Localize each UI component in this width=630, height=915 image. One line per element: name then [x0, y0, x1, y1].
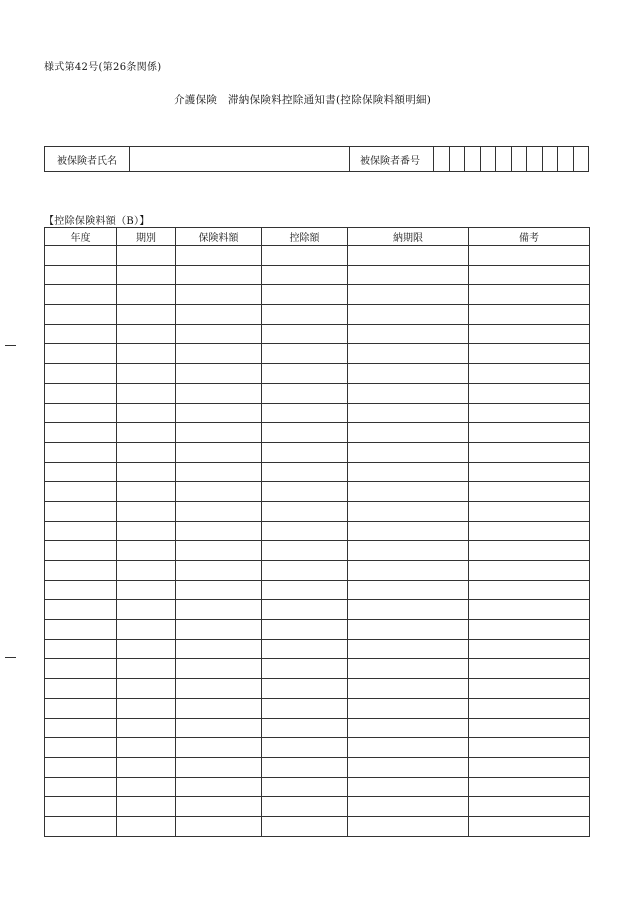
deduction-amount-cell[interactable]: [262, 620, 348, 640]
period-cell[interactable]: [117, 344, 176, 364]
deduction-amount-cell[interactable]: [262, 816, 348, 836]
remarks-cell[interactable]: [469, 659, 590, 679]
table-row: [45, 620, 590, 640]
table-row: [45, 344, 590, 364]
premium-amount-cell[interactable]: [176, 816, 262, 836]
due-date-cell[interactable]: [348, 442, 469, 462]
table-row: [45, 324, 590, 344]
deduction-amount-cell[interactable]: [262, 679, 348, 699]
table-row: [45, 246, 590, 266]
table-row: [45, 482, 590, 502]
column-header-due-date: 納期限: [348, 228, 469, 246]
premium-amount-cell[interactable]: [176, 541, 262, 561]
insured-number-digit[interactable]: [573, 147, 589, 172]
insured-number-digit[interactable]: [480, 147, 496, 172]
due-date-cell[interactable]: [348, 777, 469, 797]
remarks-cell[interactable]: [469, 246, 590, 266]
due-date-cell[interactable]: [348, 679, 469, 699]
premium-amount-cell[interactable]: [176, 246, 262, 266]
table-body: [45, 246, 590, 837]
remarks-cell[interactable]: [469, 383, 590, 403]
fiscal-year-cell[interactable]: [45, 580, 117, 600]
due-date-cell[interactable]: [348, 403, 469, 423]
insured-number-digit[interactable]: [527, 147, 543, 172]
deduction-amount-cell[interactable]: [262, 246, 348, 266]
fiscal-year-cell[interactable]: [45, 659, 117, 679]
deduction-amount-cell[interactable]: [262, 580, 348, 600]
remarks-cell[interactable]: [469, 541, 590, 561]
remarks-cell[interactable]: [469, 285, 590, 305]
premium-amount-cell[interactable]: [176, 777, 262, 797]
table-row: [45, 442, 590, 462]
remarks-cell[interactable]: [469, 521, 590, 541]
table-row: [45, 501, 590, 521]
column-header-remarks: 備考: [469, 228, 590, 246]
premium-amount-cell[interactable]: [176, 265, 262, 285]
fiscal-year-cell[interactable]: [45, 620, 117, 640]
column-header-fiscal-year: 年度: [45, 228, 117, 246]
deduction-amount-cell[interactable]: [262, 561, 348, 581]
premium-amount-cell[interactable]: [176, 462, 262, 482]
due-date-cell[interactable]: [348, 423, 469, 443]
deduction-amount-cell[interactable]: [262, 265, 348, 285]
premium-amount-cell[interactable]: [176, 423, 262, 443]
premium-amount-cell[interactable]: [176, 442, 262, 462]
period-cell[interactable]: [117, 403, 176, 423]
fiscal-year-cell[interactable]: [45, 442, 117, 462]
period-cell[interactable]: [117, 285, 176, 305]
premium-amount-cell[interactable]: [176, 797, 262, 817]
insured-number-digit[interactable]: [465, 147, 481, 172]
insured-number-digit[interactable]: [449, 147, 465, 172]
fiscal-year-cell[interactable]: [45, 698, 117, 718]
remarks-cell[interactable]: [469, 718, 590, 738]
remarks-cell[interactable]: [469, 265, 590, 285]
fiscal-year-cell[interactable]: [45, 423, 117, 443]
premium-amount-cell[interactable]: [176, 561, 262, 581]
premium-amount-cell[interactable]: [176, 364, 262, 384]
column-header-deduction-amount: 控除額: [262, 228, 348, 246]
period-cell[interactable]: [117, 698, 176, 718]
fiscal-year-cell[interactable]: [45, 403, 117, 423]
punch-mark-bottom: [5, 657, 16, 658]
deduction-amount-cell[interactable]: [262, 797, 348, 817]
due-date-cell[interactable]: [348, 364, 469, 384]
remarks-cell[interactable]: [469, 364, 590, 384]
due-date-cell[interactable]: [348, 561, 469, 581]
period-cell[interactable]: [117, 718, 176, 738]
insured-number-digit[interactable]: [496, 147, 512, 172]
fiscal-year-cell[interactable]: [45, 738, 117, 758]
remarks-cell[interactable]: [469, 324, 590, 344]
due-date-cell[interactable]: [348, 816, 469, 836]
insured-number-digit[interactable]: [434, 147, 450, 172]
premium-amount-cell[interactable]: [176, 403, 262, 423]
remarks-cell[interactable]: [469, 797, 590, 817]
due-date-cell[interactable]: [348, 482, 469, 502]
deduction-amount-cell[interactable]: [262, 541, 348, 561]
fiscal-year-cell[interactable]: [45, 521, 117, 541]
table-row: [45, 816, 590, 836]
remarks-cell[interactable]: [469, 620, 590, 640]
due-date-cell[interactable]: [348, 580, 469, 600]
table-row: [45, 797, 590, 817]
remarks-cell[interactable]: [469, 698, 590, 718]
period-cell[interactable]: [117, 659, 176, 679]
due-date-cell[interactable]: [348, 738, 469, 758]
deduction-amount-cell[interactable]: [262, 305, 348, 325]
table-header-row: [45, 228, 590, 246]
period-cell[interactable]: [117, 462, 176, 482]
insured-number-digit[interactable]: [542, 147, 558, 172]
table-row: [45, 738, 590, 758]
period-cell[interactable]: [117, 620, 176, 640]
premium-amount-cell[interactable]: [176, 600, 262, 620]
period-cell[interactable]: [117, 265, 176, 285]
premium-amount-cell[interactable]: [176, 482, 262, 502]
period-cell[interactable]: [117, 324, 176, 344]
table-row: [45, 541, 590, 561]
table-row: [45, 639, 590, 659]
period-cell[interactable]: [117, 305, 176, 325]
remarks-cell[interactable]: [469, 600, 590, 620]
table-row: [45, 698, 590, 718]
fiscal-year-cell[interactable]: [45, 482, 117, 502]
premium-amount-cell[interactable]: [176, 757, 262, 777]
period-cell[interactable]: [117, 442, 176, 462]
column-header-period: 期別: [117, 228, 176, 246]
period-cell[interactable]: [117, 501, 176, 521]
period-cell[interactable]: [117, 797, 176, 817]
fiscal-year-cell[interactable]: [45, 757, 117, 777]
fiscal-year-cell[interactable]: [45, 383, 117, 403]
table-row: [45, 561, 590, 581]
due-date-cell[interactable]: [348, 305, 469, 325]
due-date-cell[interactable]: [348, 383, 469, 403]
remarks-cell[interactable]: [469, 561, 590, 581]
deduction-amount-cell[interactable]: [262, 521, 348, 541]
due-date-cell[interactable]: [348, 620, 469, 640]
remarks-cell[interactable]: [469, 580, 590, 600]
table-row: [45, 600, 590, 620]
premium-amount-cell[interactable]: [176, 501, 262, 521]
table-row: [45, 383, 590, 403]
period-cell[interactable]: [117, 580, 176, 600]
period-cell[interactable]: [117, 757, 176, 777]
remarks-cell[interactable]: [469, 757, 590, 777]
punch-mark-top: [5, 345, 16, 346]
fiscal-year-cell[interactable]: [45, 285, 117, 305]
due-date-cell[interactable]: [348, 246, 469, 266]
due-date-cell[interactable]: [348, 698, 469, 718]
remarks-cell[interactable]: [469, 639, 590, 659]
due-date-cell[interactable]: [348, 757, 469, 777]
premium-amount-cell[interactable]: [176, 324, 262, 344]
period-cell[interactable]: [117, 816, 176, 836]
period-cell[interactable]: [117, 383, 176, 403]
fiscal-year-cell[interactable]: [45, 816, 117, 836]
period-cell[interactable]: [117, 246, 176, 266]
remarks-cell[interactable]: [469, 816, 590, 836]
period-cell[interactable]: [117, 364, 176, 384]
deduction-amount-cell[interactable]: [262, 364, 348, 384]
fiscal-year-cell[interactable]: [45, 541, 117, 561]
fiscal-year-cell[interactable]: [45, 344, 117, 364]
premium-amount-cell[interactable]: [176, 305, 262, 325]
premium-amount-cell[interactable]: [176, 580, 262, 600]
form-number: 様式第42号(第26条関係): [44, 62, 162, 73]
deduction-amount-cell[interactable]: [262, 777, 348, 797]
period-cell[interactable]: [117, 777, 176, 797]
period-cell[interactable]: [117, 423, 176, 443]
fiscal-year-cell[interactable]: [45, 364, 117, 384]
table-row: [45, 777, 590, 797]
table-row: [45, 364, 590, 384]
deduction-amount-cell[interactable]: [262, 600, 348, 620]
deduction-amount-cell[interactable]: [262, 462, 348, 482]
deduction-amount-cell[interactable]: [262, 639, 348, 659]
column-header-premium-amount: 保険料額: [176, 228, 262, 246]
table-row: [45, 285, 590, 305]
due-date-cell[interactable]: [348, 344, 469, 364]
deduction-amount-cell[interactable]: [262, 383, 348, 403]
fiscal-year-cell[interactable]: [45, 777, 117, 797]
period-cell[interactable]: [117, 521, 176, 541]
fiscal-year-cell[interactable]: [45, 324, 117, 344]
due-date-cell[interactable]: [348, 462, 469, 482]
period-cell[interactable]: [117, 482, 176, 502]
remarks-cell[interactable]: [469, 344, 590, 364]
deduction-amount-cell[interactable]: [262, 757, 348, 777]
fiscal-year-cell[interactable]: [45, 679, 117, 699]
fiscal-year-cell[interactable]: [45, 246, 117, 266]
premium-amount-cell[interactable]: [176, 738, 262, 758]
remarks-cell[interactable]: [469, 482, 590, 502]
table-row: [45, 757, 590, 777]
due-date-cell[interactable]: [348, 639, 469, 659]
period-cell[interactable]: [117, 738, 176, 758]
deduction-amount-cell[interactable]: [262, 442, 348, 462]
insured-name-label: 被保険者氏名: [45, 147, 130, 172]
section-label: 【控除保険料額（B）】: [44, 216, 150, 227]
insured-info-table: [44, 146, 589, 172]
table-row: [45, 580, 590, 600]
due-date-cell[interactable]: [348, 718, 469, 738]
deduction-amount-cell[interactable]: [262, 718, 348, 738]
premium-amount-cell[interactable]: [176, 639, 262, 659]
insured-number-digit[interactable]: [558, 147, 574, 172]
remarks-cell[interactable]: [469, 423, 590, 443]
deduction-amount-cell[interactable]: [262, 698, 348, 718]
table-row: [45, 265, 590, 285]
due-date-cell[interactable]: [348, 797, 469, 817]
remarks-cell[interactable]: [469, 462, 590, 482]
due-date-cell[interactable]: [348, 521, 469, 541]
fiscal-year-cell[interactable]: [45, 305, 117, 325]
fiscal-year-cell[interactable]: [45, 462, 117, 482]
fiscal-year-cell[interactable]: [45, 265, 117, 285]
remarks-cell[interactable]: [469, 501, 590, 521]
premium-amount-cell[interactable]: [176, 383, 262, 403]
remarks-cell[interactable]: [469, 777, 590, 797]
deduction-amount-cell[interactable]: [262, 403, 348, 423]
deduction-amount-cell[interactable]: [262, 344, 348, 364]
fiscal-year-cell[interactable]: [45, 561, 117, 581]
premium-amount-cell[interactable]: [176, 659, 262, 679]
period-cell[interactable]: [117, 541, 176, 561]
period-cell[interactable]: [117, 561, 176, 581]
table-row: [45, 403, 590, 423]
remarks-cell[interactable]: [469, 305, 590, 325]
premium-amount-cell[interactable]: [176, 718, 262, 738]
table-row: [45, 462, 590, 482]
due-date-cell[interactable]: [348, 265, 469, 285]
document-title: 介護保険 滞納保険料控除通知書(控除保険料額明細): [174, 94, 432, 106]
deduction-amount-cell[interactable]: [262, 423, 348, 443]
fiscal-year-cell[interactable]: [45, 718, 117, 738]
insured-number-label: 被保険者番号: [350, 147, 434, 172]
deduction-amount-cell[interactable]: [262, 324, 348, 344]
premium-amount-cell[interactable]: [176, 344, 262, 364]
deduction-amount-cell[interactable]: [262, 501, 348, 521]
due-date-cell[interactable]: [348, 600, 469, 620]
fiscal-year-cell[interactable]: [45, 501, 117, 521]
table-row: [45, 718, 590, 738]
remarks-cell[interactable]: [469, 442, 590, 462]
table-row: [45, 521, 590, 541]
deduction-amount-cell[interactable]: [262, 285, 348, 305]
premium-amount-cell[interactable]: [176, 679, 262, 699]
fiscal-year-cell[interactable]: [45, 797, 117, 817]
remarks-cell[interactable]: [469, 679, 590, 699]
premium-amount-cell[interactable]: [176, 521, 262, 541]
due-date-cell[interactable]: [348, 324, 469, 344]
period-cell[interactable]: [117, 639, 176, 659]
due-date-cell[interactable]: [348, 541, 469, 561]
deduction-amount-cell[interactable]: [262, 738, 348, 758]
period-cell[interactable]: [117, 600, 176, 620]
premium-amount-cell[interactable]: [176, 698, 262, 718]
deduction-detail-table: [44, 227, 590, 837]
deduction-amount-cell[interactable]: [262, 659, 348, 679]
insured-name-field[interactable]: [130, 147, 350, 172]
table-row: [45, 679, 590, 699]
premium-amount-cell[interactable]: [176, 620, 262, 640]
period-cell[interactable]: [117, 679, 176, 699]
table-row: [45, 659, 590, 679]
deduction-amount-cell[interactable]: [262, 482, 348, 502]
fiscal-year-cell[interactable]: [45, 600, 117, 620]
due-date-cell[interactable]: [348, 501, 469, 521]
due-date-cell[interactable]: [348, 659, 469, 679]
due-date-cell[interactable]: [348, 285, 469, 305]
table-row: [45, 423, 590, 443]
premium-amount-cell[interactable]: [176, 285, 262, 305]
fiscal-year-cell[interactable]: [45, 639, 117, 659]
remarks-cell[interactable]: [469, 738, 590, 758]
table-row: [45, 305, 590, 325]
insured-number-digit[interactable]: [511, 147, 527, 172]
remarks-cell[interactable]: [469, 403, 590, 423]
